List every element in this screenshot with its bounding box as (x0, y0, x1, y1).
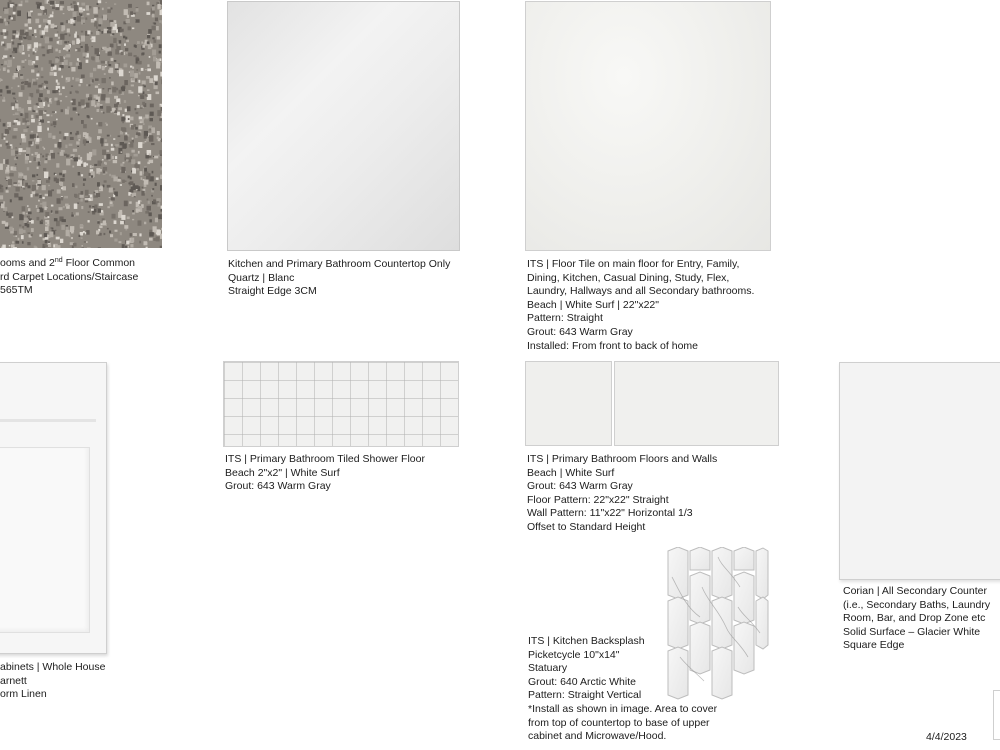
carpet-caption (0, 257, 138, 298)
cabinet-caption-line: orm Linen (0, 688, 47, 701)
backsplash-caption (528, 635, 717, 744)
carpet-caption-line2: rd Carpet Locations/Staircase (0, 270, 139, 283)
backsplash-caption-line: Statuary (528, 662, 568, 675)
floor-tile-caption-line: Pattern: Straight (527, 312, 603, 325)
primary-bath-caption-line: Grout: 643 Warm Gray (527, 480, 633, 493)
shower-floor-mosaic-swatch-image (223, 361, 459, 447)
backsplash-caption-line: *Install as shown in image. Area to cover (528, 702, 718, 715)
corian-caption-line: Corian | All Secondary Counter (843, 585, 987, 597)
primary-bath-wall-tile-swatch (614, 361, 779, 446)
backsplash-caption-line: from top of countertop to base of upper (528, 716, 710, 729)
quartz-caption-line: Kitchen and Primary Bathroom Countertop Only (228, 258, 451, 270)
quartz-caption-line: Quartz | Blanc (228, 271, 295, 284)
primary-bath-caption-line: Beach | White Surf (527, 466, 615, 479)
primary-bath-caption (527, 453, 717, 535)
shower-caption-line: Grout: 643 Warm Gray (225, 480, 331, 493)
floor-tile-caption-line: ITS | Floor Tile on main floor for Entry, Family, (527, 258, 740, 270)
quartz-caption-line: Straight Edge 3CM (228, 285, 317, 298)
shower-caption (225, 453, 425, 494)
corian-solid-surface-swatch-image (839, 362, 1000, 580)
primary-bath-caption-line: Wall Pattern: 11"x22" Horizontal 1/3 (527, 507, 693, 520)
quartz-countertop-swatch-image (227, 1, 460, 251)
backsplash-caption-line: Grout: 640 Arctic White (528, 675, 636, 688)
carpet-caption-line3: 565TM (0, 284, 33, 297)
cabinet-caption-line: abinets | Whole House (0, 661, 106, 673)
cabinet-door-swatch-image (0, 362, 107, 654)
floor-tile-caption-line: Dining, Kitchen, Casual Dining, Study, Flex, (527, 271, 730, 284)
corian-caption-line: Room, Bar, and Drop Zone etc (843, 612, 986, 625)
floor-tile-swatch-image (525, 1, 771, 251)
carpet-texture (0, 0, 162, 248)
cabinet-recessed-panel (0, 447, 90, 633)
floor-tile-caption-line: Laundry, Hallways and all Secondary bathrooms. (527, 285, 755, 298)
backsplash-caption-line: ITS | Kitchen Backsplash (528, 635, 645, 647)
document-date: 4/4/2023 (926, 731, 967, 743)
corian-caption-line: Solid Surface – Glacier White (843, 625, 981, 638)
primary-bath-caption-line: Offset to Standard Height (527, 520, 646, 533)
cropped-swatch-edge (993, 690, 1000, 740)
primary-bath-caption-line: Floor Pattern: 22"x22" Straight (527, 493, 669, 506)
corian-caption-line: Square Edge (843, 639, 905, 652)
shower-caption-line: ITS | Primary Bathroom Tiled Shower Floor (225, 453, 425, 465)
cabinet-caption (0, 661, 105, 702)
backsplash-caption-line: Picketcycle 10"x14" (528, 648, 620, 661)
corian-caption-line: (i.e., Secondary Baths, Laundry (843, 598, 991, 611)
primary-bath-floor-tile-swatch (525, 361, 612, 446)
floor-tile-caption (527, 258, 754, 353)
floor-tile-caption-line: Installed: From front to back of home (527, 339, 698, 352)
carpet-swatch-image (0, 0, 162, 248)
corian-caption (843, 585, 990, 653)
shower-caption-line: Beach 2"x2" | White Surf (225, 466, 340, 479)
carpet-caption-line1: ooms and 2nd Floor Common (0, 257, 136, 269)
cabinet-top-rail (0, 419, 96, 422)
quartz-caption (228, 258, 450, 299)
cabinet-caption-line: arnett (0, 674, 27, 687)
backsplash-caption-line: cabinet and Microwave/Hood. (528, 730, 667, 743)
backsplash-caption-line: Pattern: Straight Vertical (528, 689, 642, 702)
floor-tile-caption-line: Beach | White Surf | 22"x22" (527, 298, 659, 311)
primary-bath-caption-line: ITS | Primary Bathroom Floors and Walls (527, 453, 718, 465)
floor-tile-caption-line: Grout: 643 Warm Gray (527, 325, 633, 338)
